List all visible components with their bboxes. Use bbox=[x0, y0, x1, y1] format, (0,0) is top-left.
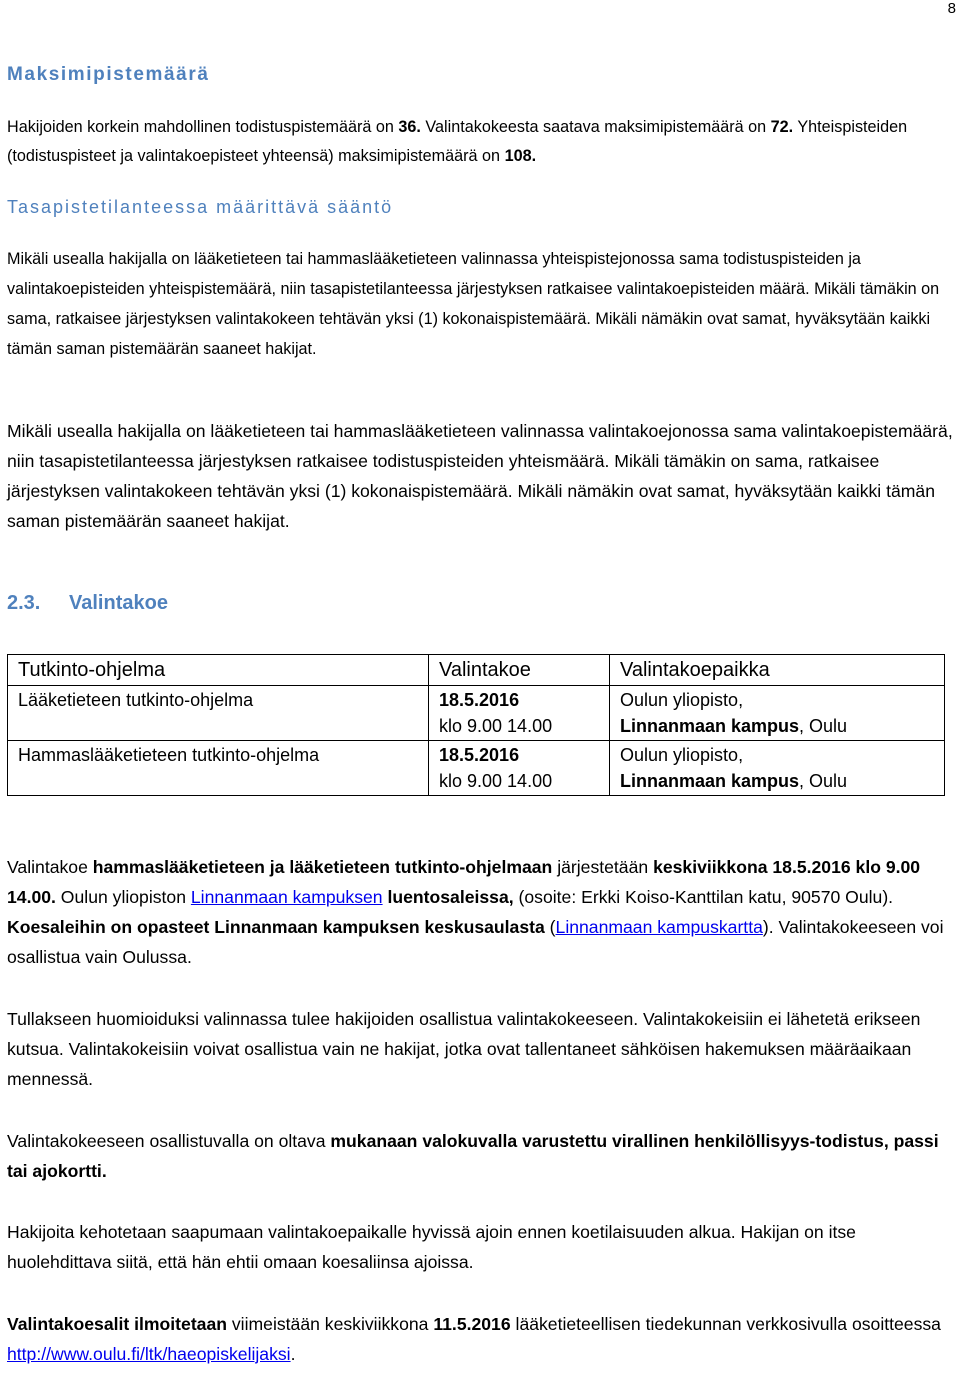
table-cell-place: Oulun yliopisto, Linnanmaan kampus, Oulu bbox=[610, 741, 945, 796]
link-kampuskartta[interactable]: Linnanmaan kampuskartta bbox=[555, 917, 763, 937]
table-header-row bbox=[8, 655, 945, 686]
paragraph-tie-rule-2: Mikäli usealla hakijalla on lääketieteen tai hammaslääketieteen valinnassa valintakoejonossa sama valintakoepistemäärä, niin tasapistetilanteessa järjestyksen ratkaisee todistuspisteiden yhteismäärä. Mikäli tämäkin on sama, ratkaisee järjestyksen valintakokeen tehtävän yksi (1) kokonaispistemäärä. Mikäli nämäkin ovat samat, hyväksytään kaikki tämän saman pistemäärän saaneet hakijat. bbox=[7, 421, 953, 531]
paragraph-participation: Tullakseen huomioiduksi valinnassa tulee hakijoiden osallistua valintakokeeseen. Valintakokeisiin ei lähetetä erikseen kutsua. Valintakokeisiin voivat osallistua vain ne hakijat, jotka ovat tallentaneet sähköisen hakemuksen määräaikaan mennessä. bbox=[7, 1009, 921, 1089]
table-row bbox=[8, 686, 945, 741]
paragraph-id-requirement: Valintakokeeseen osallistuvalla on oltava mukanaan valokuvalla varustettu virallinen henkilöllisyys-todistus, passi tai ajokortti. bbox=[7, 1131, 939, 1181]
table-header-cell: Tutkinto-ohjelma bbox=[8, 655, 429, 686]
table-cell-program: Lääketieteen tutkinto-ohjelma bbox=[8, 686, 429, 741]
link-haeopiskelijaksi[interactable]: http://www.oulu.fi/ltk/haeopiskelijaksi bbox=[7, 1344, 291, 1364]
heading-maksimipistemaara: Maksimipistemäärä bbox=[7, 64, 210, 85]
link-linnanmaan-kampuksen[interactable]: Linnanmaan kampuksen bbox=[190, 887, 383, 907]
table-header-cell: Valintakoepaikka bbox=[610, 655, 945, 686]
paragraph-exam-info: Valintakoe hammaslääketieteen ja lääketieteen tutkinto-ohjelmaan järjestetään keskiviikkona 18.5.2016 klo 9.00 14.00. Oulun yliopiston Linnanmaan kampuksen luentosaleissa, (osoite: Erkki Koiso-Kanttilan katu, 90570 Oulu). Koesaleihin on opasteet Linnanmaan kampuksen keskusaulasta (Linnanmaan kampuskartta). Valintakokeeseen voi osallistua vain Oulussa. bbox=[7, 857, 944, 967]
exam-table bbox=[7, 654, 945, 796]
table-cell-date: 18.5.2016 klo 9.00 14.00 bbox=[429, 741, 610, 796]
paragraph-tie-rule-1: Mikäli usealla hakijalla on lääketieteen tai hammaslääketieteen valinnassa yhteispistejonossa sama todistuspisteiden ja valintakoepisteiden yhteispistemäärä, niin tasapistetilanteessa järjestyksen ratkaisee valintakoepisteiden määrä. Mikäli tämäkin on sama, ratkaisee järjestyksen valintakokeen tehtävän yksi (1) kokonaispistemäärä. Mikäli nämäkin ovat samat, hyväksytään kaikki tämän saman pistemäärän saaneet hakijat. bbox=[7, 250, 940, 358]
page-number: 8 bbox=[947, 0, 956, 17]
table-row bbox=[8, 741, 945, 796]
table-header-cell: Valintakoe bbox=[429, 655, 610, 686]
section-heading-valintakoe: 2.3. Valintakoe bbox=[7, 592, 168, 614]
heading-tasapiste: Tasapistetilanteessa määrittävä sääntö bbox=[7, 197, 394, 217]
table-cell-place: Oulun yliopisto, Linnanmaan kampus, Oulu bbox=[610, 686, 945, 741]
paragraph-arrival: Hakijoita kehotetaan saapumaan valintakoepaikalle hyvissä ajoin ennen koetilaisuuden alkua. Hakijan on itse huolehdittava siitä, että hän ehtii omaan koesaliinsa ajoissa. bbox=[7, 1222, 856, 1272]
table-cell-date: 18.5.2016 klo 9.00 14.00 bbox=[429, 686, 610, 741]
table-cell-program: Hammaslääketieteen tutkinto-ohjelma bbox=[8, 741, 429, 796]
paragraph-max-points: Hakijoiden korkein mahdollinen todistuspistemäärä on 36. Valintakokeesta saatava maksimipistemäärä on 72. Yhteispisteiden (todistuspisteet ja valintakoepisteet yhteensä) maksimipistemäärä on 108. bbox=[7, 118, 908, 165]
paragraph-halls-announcement: Valintakoesalit ilmoitetaan viimeistään keskiviikkona 11.5.2016 lääketieteellisen tiedekunnan verkkosivulla osoitteessa http://www.oulu.fi/ltk/haeopiskelijaksi. bbox=[7, 1314, 941, 1364]
